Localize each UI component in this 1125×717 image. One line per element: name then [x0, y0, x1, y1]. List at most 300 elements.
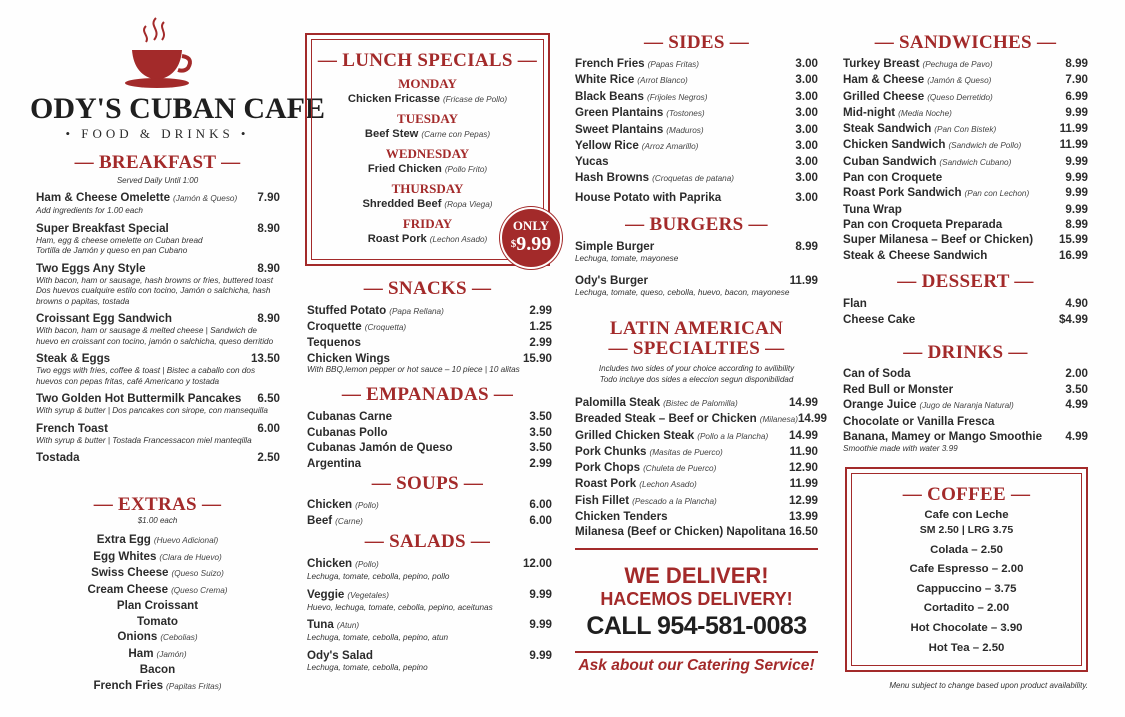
menu-item-spanish: (Pechuga de Pavo): [922, 60, 993, 69]
menu-item-name: Cubanas Pollo: [307, 425, 388, 439]
menu-item-name: Tuna: [307, 618, 334, 631]
menu-item-left: [307, 352, 390, 366]
menu-item-name: Super Breakfast Special: [36, 221, 169, 235]
menu-item-left: [575, 525, 786, 539]
menu-item-left: [307, 336, 361, 350]
menu-item-spanish: (Queso Derretido): [927, 92, 993, 102]
menu-item-name: Cuban Sandwich: [843, 154, 937, 168]
menu-item-name: Red Bull or Monster: [843, 382, 954, 396]
menu-item-price: 3.00: [795, 170, 818, 184]
menu-item: [575, 73, 818, 88]
menu-item-row: [575, 139, 818, 154]
menu-item-price: 9.99: [529, 587, 552, 601]
menu-item-spanish: (Pescado a la Plancha): [632, 496, 717, 506]
footer-note: Menu subject to change based upon product availability.: [889, 681, 1088, 690]
menu-item-name: Cubanas Carne: [307, 410, 393, 423]
menu-item: [36, 392, 280, 417]
extras-item-name: Swiss Cheese: [91, 566, 169, 579]
phone-number[interactable]: CALL 954-581-0083: [586, 612, 807, 640]
menu-item-left: [307, 457, 361, 471]
coffee-item: Cortadito – 2.00: [923, 602, 1010, 615]
menu-item-left: [843, 186, 1029, 201]
menu-item: [843, 430, 1088, 444]
breakfast-list: [36, 191, 280, 470]
menu-item-spanish: (Frijoles Negros): [646, 92, 708, 102]
menu-item: [575, 191, 818, 205]
salads-list: [307, 557, 552, 678]
menu-item-row: [575, 525, 818, 539]
menu-item-left: [575, 510, 668, 524]
menu-item-row: [307, 514, 552, 529]
menu-item-left: [575, 240, 654, 254]
menu-item-price: 11.90: [789, 444, 818, 458]
menu-item-price: 3.50: [1065, 382, 1088, 396]
menu-item-spanish: (Bistec de Palomilla): [663, 399, 738, 408]
menu-item: [575, 445, 818, 460]
menu-item-row: [843, 73, 1088, 88]
menu-item-spanish: (Sandwich Cubano): [939, 157, 1012, 167]
menu-item-row: [575, 73, 818, 88]
menu-item-name: Tuna Wrap: [843, 202, 902, 216]
empanadas-list: [307, 410, 552, 472]
menu-item-spanish: (Vegetales): [347, 590, 389, 600]
menu-item: [36, 352, 280, 387]
menu-item-row: [575, 106, 818, 121]
menu-item-name: Roast Pork Sandwich: [843, 186, 962, 200]
menu-item-desc: Lechuga, tomate, cebolla, pepino: [307, 662, 428, 672]
dessert-title: — DESSERT —: [897, 271, 1034, 292]
menu-item-left: [843, 218, 1002, 232]
menu-item-price: 8.90: [257, 221, 280, 235]
menu-item: [307, 320, 552, 335]
sandwiches-title: — SANDWICHES —: [874, 32, 1057, 53]
menu-item-name: Banana, Mamey or Mango Smoothie: [843, 430, 1043, 443]
menu-item-left: [307, 514, 363, 529]
menu-item-name: Roast Pork: [575, 477, 637, 491]
menu-item-row: [843, 203, 1088, 217]
menu-item: [575, 510, 818, 524]
menu-item-left: [575, 494, 717, 509]
lunch-day: FRIDAY: [402, 216, 453, 231]
menu-item: [843, 138, 1088, 153]
menu-item-name: Tequenos: [307, 336, 361, 350]
menu-item: [843, 186, 1088, 201]
menu-item: [307, 304, 552, 319]
logo-subtitle: • FOOD & DRINKS •: [65, 126, 250, 141]
menu-item: [575, 477, 818, 492]
breakfast-note: Served Daily Until 1:00: [116, 176, 199, 185]
menu-item-desc: Lechuga, tomate, cebolla, pepino, pollo: [307, 572, 450, 581]
badge-price: 9.99: [516, 233, 552, 255]
menu-item-desc: With syrup & butter | Tostada Francessacon miel manteqilla: [36, 435, 252, 445]
menu-item: [843, 57, 1088, 72]
coffee-item: Hot Chocolate – 3.90: [910, 621, 1023, 634]
menu-item-price: 3.50: [529, 441, 552, 454]
menu-item-price: 6.00: [529, 514, 552, 527]
menu-item-price: 11.99: [789, 273, 818, 287]
menu-item-price: 3.00: [795, 138, 818, 152]
menu-item: [843, 249, 1088, 263]
menu-item-price: 3.50: [529, 425, 552, 439]
menu-item-spanish: (Jamón & Queso): [173, 194, 238, 203]
menu-item-left: [575, 106, 705, 121]
menu-item: [575, 57, 818, 72]
latin-title-1: LATIN AMERICAN: [609, 318, 784, 339]
menu-item: [575, 274, 818, 299]
menu-item-row: [843, 218, 1088, 232]
menu-item-left: [843, 249, 987, 263]
menu-item-row: [307, 557, 552, 572]
menu-item-row: [843, 57, 1088, 72]
menu-item-name: Two Golden Hot Buttermilk Pancakes: [36, 392, 242, 405]
lunch-day: THURSDAY: [391, 181, 464, 196]
lunch-dish-name: Chicken Fricasse: [347, 93, 440, 105]
menu-item-name: French Fries: [575, 57, 645, 70]
extras-item: [30, 662, 285, 678]
extras-item-name: Ham: [128, 646, 154, 660]
menu-item-name: Chocolate or Vanilla Fresca: [843, 414, 995, 428]
menu-item-left: [307, 588, 389, 603]
menu-item: [843, 383, 1088, 397]
badge-currency: $: [510, 238, 517, 250]
menu-item-name: House Potato with Paprika: [575, 190, 722, 204]
lunch-dish: [305, 127, 550, 142]
lunch-dish-spanish: (Fricase de Pollo): [442, 95, 508, 104]
snacks-note: With BBQ,lemon pepper or hot sauce – 10 piece | 10 alitas: [307, 365, 520, 374]
menu-item-price: 3.50: [529, 410, 552, 423]
menu-item-row: [843, 367, 1088, 381]
menu-item-price: 3.00: [795, 73, 818, 87]
extras-item-spanish: (Papitas Fritas): [166, 681, 222, 691]
menu-item-left: [307, 618, 359, 633]
extras-item-spanish: (Jamón): [156, 649, 187, 659]
menu-item: [843, 171, 1088, 185]
menu-item-name: Cubanas Jamón de Queso: [307, 441, 453, 454]
menu-item-row: [575, 191, 818, 205]
menu-item-row: [307, 441, 552, 455]
menu-item-price: 3.00: [795, 155, 818, 169]
coffee-item: SM 2.50 | LRG 3.75: [919, 524, 1014, 536]
menu-item-spanish: (Arroz Amarillo): [641, 141, 699, 151]
menu-item-row: [36, 352, 280, 366]
menu-item: [575, 396, 818, 411]
lunch-dish: [305, 162, 550, 177]
menu-item-spanish: (Atun): [336, 621, 360, 630]
deliver-line2: HACEMOS DELIVERY!: [600, 589, 793, 609]
lunch-dish-name: Fried Chicken: [367, 163, 442, 175]
extras-item-name: Plan Croissant: [116, 599, 199, 612]
menu-item-left: [307, 649, 373, 663]
menu-item-left: [843, 383, 953, 397]
sides-list: [575, 57, 818, 205]
menu-item: [307, 441, 552, 455]
menu-item-row: [575, 477, 818, 492]
menu-item-price: 9.99: [529, 618, 552, 631]
menu-item-left: [575, 274, 648, 288]
menu-item-price: 12.00: [522, 557, 552, 570]
menu-item-left: [843, 398, 1014, 413]
menu-item-name: Super Milanesa – Beef or Chicken): [843, 233, 1034, 247]
menu-item: [307, 514, 552, 529]
extras-note: $1.00 each: [137, 516, 178, 525]
extras-item: [30, 646, 285, 663]
menu-item-row: [575, 396, 818, 411]
soups-list: [307, 498, 552, 530]
menu-item: [36, 312, 280, 347]
deliver-line1: WE DELIVER!: [624, 563, 769, 588]
snacks-list: [307, 304, 552, 367]
menu-item-row: [307, 320, 552, 335]
menu-item-price: 16.50: [788, 525, 818, 539]
menu-item-row: [575, 274, 818, 288]
menu-item-price: 3.00: [795, 122, 818, 136]
extras-title: — EXTRAS —: [93, 494, 222, 515]
menu-item: [36, 222, 280, 257]
menu-item-left: [575, 396, 738, 411]
latin-title-2: — SPECIALTIES —: [608, 338, 785, 359]
menu-item-row: [575, 445, 818, 460]
menu-item: [36, 262, 280, 308]
menu-item-left: [843, 155, 1011, 170]
menu-item-left: [843, 203, 902, 217]
menu-item-row: [575, 171, 818, 186]
menu-item-row: [575, 155, 818, 169]
menu-item-spanish: (Maduros): [666, 125, 704, 135]
menu-item: [843, 203, 1088, 217]
menu-item-price: 8.99: [1065, 217, 1088, 231]
menu-item: [843, 297, 1088, 311]
menu-item-left: [575, 445, 723, 460]
menu-item-left: [36, 352, 110, 366]
menu-item-price: 7.90: [1065, 73, 1088, 87]
logo: [30, 14, 326, 144]
menu-item-left: [36, 191, 237, 206]
menu-item-row: [36, 312, 280, 326]
menu-item-left: [843, 233, 1033, 247]
menu-item-desc: With bacon, ham or sausage & melted cheese | Sandwich de huevo en croissant con tocino, jamón o salchicha, queso derritido: [36, 326, 274, 346]
menu-item-price: 7.90: [257, 191, 280, 204]
menu-item: [843, 415, 1088, 429]
menu-item-spanish: (Media Noche): [898, 108, 952, 118]
latin-note: Includes two sides of your choice according to avilibility Todo incluye dos sides a eleccion segun disponibilidad: [598, 364, 795, 384]
menu-item-row: [307, 588, 552, 603]
menu-item-name: Hash Browns: [575, 170, 650, 184]
extras-item: [30, 629, 285, 646]
latin-list: [575, 396, 827, 541]
dessert-list: [843, 297, 1088, 328]
salads-title: — SALADS —: [364, 531, 491, 552]
menu-item: [307, 426, 552, 440]
menu-item-price: 6.99: [1065, 89, 1088, 103]
menu-item-row: [843, 313, 1088, 327]
menu-item: [575, 429, 818, 444]
menu-item-name: Chicken: [307, 498, 353, 511]
menu-item: [575, 412, 827, 427]
menu-item-row: [307, 618, 552, 633]
lunch-title: — LUNCH SPECIALS —: [317, 50, 538, 71]
lunch-dish-name: Shredded Beef: [362, 198, 442, 210]
menu-item-price: 13.99: [788, 510, 818, 524]
menu-item-row: [36, 262, 280, 276]
coffee-item: Hot Tea – 2.50: [928, 641, 1005, 654]
menu-item-spanish: (Pan Con Bistek): [934, 125, 997, 135]
menu-item: [307, 352, 552, 366]
menu-item-price: $4.99: [1058, 312, 1088, 326]
menu-item-name: Cheese Cake: [843, 312, 916, 326]
menu-item-desc: Two eggs with fries, coffee & toast | Bistec a caballo con dos huevos con pepas fritas, café Americano y tostada: [36, 366, 256, 386]
menu-item-left: [36, 392, 241, 406]
menu-item-price: 12.90: [788, 461, 818, 475]
menu-item-left: [575, 90, 707, 105]
menu-item: [843, 106, 1088, 121]
menu-item-name: Chicken Tenders: [575, 510, 668, 524]
menu-item-price: 11.99: [789, 477, 818, 491]
menu-item-row: [843, 430, 1088, 444]
menu-item: [843, 398, 1088, 413]
menu-item-desc: With syrup & butter | Dos pancakes con sirope, con mansequilla: [36, 406, 268, 415]
menu-item-name: Beef: [307, 514, 333, 527]
menu-item-left: [843, 313, 915, 327]
menu-item-price: 9.99: [1065, 154, 1088, 168]
menu-item-spanish: (Sandwich de Pollo): [948, 141, 1022, 151]
menu-item-spanish: (Carne): [335, 517, 363, 526]
menu-item-price: 9.99: [1065, 171, 1088, 185]
menu-item-desc: Huevo, lechuga, tomate, cebolla, pepino, aceitunas: [307, 602, 493, 612]
menu-item-price: 11.99: [1059, 138, 1088, 152]
menu-item-name: Grilled Cheese: [843, 89, 925, 103]
menu-item-price: 2.99: [529, 336, 552, 350]
menu-item-left: [843, 122, 996, 137]
menu-item-price: 4.99: [1065, 398, 1088, 411]
menu-item-name: Flan: [843, 297, 867, 310]
menu-item-row: [307, 336, 552, 350]
lunch-dish-spanish: (Pollo Frito): [444, 165, 488, 174]
menu-item-row: [36, 392, 280, 406]
menu-item-row: [307, 410, 552, 424]
menu-item-left: [307, 410, 392, 424]
menu-item-row: [843, 171, 1088, 185]
menu-item-price: 14.99: [797, 412, 827, 426]
menu-item-spanish: (Papas Fritas): [647, 60, 700, 69]
menu-item-price: 9.99: [1065, 202, 1088, 216]
menu-item-price: 14.99: [788, 428, 818, 442]
menu-item-name: Steak Sandwich: [843, 122, 932, 136]
menu-item-left: [575, 477, 697, 492]
extras-item: [30, 614, 285, 630]
menu-item: [575, 461, 818, 476]
extras-list: [30, 532, 285, 694]
extras-item-name: Bacon: [139, 663, 176, 676]
menu-item-left: [36, 312, 172, 326]
menu-item-left: [575, 139, 698, 154]
menu-item-row: [843, 186, 1088, 201]
menu-item-name: Ody's Salad: [307, 648, 373, 662]
sides-title: — SIDES —: [643, 32, 750, 53]
extras-item-spanish: (Cebolias): [160, 633, 198, 642]
menu-item-spanish: (Chuleta de Puerco): [643, 464, 717, 474]
menu-item-left: [575, 412, 798, 427]
burgers-list: [575, 240, 818, 307]
lunch-dish-spanish: (Carne con Pepas): [421, 130, 491, 139]
menu-item-row: [575, 240, 818, 254]
menu-item-spanish: (Jugo de Naranja Natural): [919, 401, 1014, 410]
menu-item-left: [843, 297, 867, 311]
menu-item-price: 3.00: [795, 89, 818, 103]
divider-top: [575, 548, 818, 550]
menu-item-price: 8.90: [257, 312, 280, 325]
menu-item-price: 2.99: [529, 304, 552, 317]
menu-item: [843, 73, 1088, 88]
menu-item-row: [307, 304, 552, 319]
menu-item-row: [843, 398, 1088, 413]
menu-item-price: 9.99: [1065, 186, 1088, 200]
menu-item-left: [307, 498, 379, 513]
extras-item-name: Extra Egg: [96, 533, 151, 546]
menu-item: [575, 494, 818, 509]
menu-item-name: Steak & Eggs: [36, 352, 111, 365]
menu-item-name: Steak & Cheese Sandwich: [843, 248, 988, 262]
menu-item-row: [36, 422, 280, 436]
menu-item-price: 4.90: [1065, 297, 1088, 310]
extras-item: [30, 582, 285, 599]
menu-item-desc: Add ingredients for 1.00 each: [36, 206, 143, 215]
menu-item-name: Croissant Egg Sandwich: [36, 312, 172, 325]
menu-item-name: Stuffed Potato: [307, 304, 387, 317]
coffee-item: Colada – 2.50: [930, 543, 1003, 556]
menu-item-left: [36, 451, 80, 465]
menu-item-row: [307, 457, 552, 471]
menu-item-name: Yellow Rice: [575, 138, 639, 152]
menu-item-row: [575, 429, 818, 444]
drinks-title: — DRINKS —: [903, 342, 1028, 363]
badge-top: ONLY: [512, 218, 550, 233]
menu-item-left: [843, 430, 1042, 444]
menu-item-name: Orange Juice: [843, 398, 917, 411]
menu-item-spanish: (Jamón & Queso): [927, 76, 992, 86]
menu-item-row: [843, 297, 1088, 311]
menu-item: [843, 313, 1088, 327]
menu-item-left: [843, 106, 952, 121]
menu-item-name: Palomilla Steak: [575, 396, 661, 409]
menu-item-left: [575, 57, 699, 72]
menu-item-name: Pork Chops: [575, 461, 641, 475]
menu-item-price: 6.00: [529, 498, 552, 511]
lunch-dish-spanish: (Ropa Viega): [444, 200, 493, 209]
menu-item-name: White Rice: [575, 73, 635, 87]
menu-item-name: Breaded Steak – Beef or Chicken: [575, 412, 757, 426]
menu-item-price: 3.00: [795, 190, 818, 204]
snacks-title: — SNACKS —: [363, 278, 492, 299]
catering-text: Ask about our Catering Service!: [578, 657, 815, 674]
drinks-note: Smoothie made with water 3.99: [843, 444, 958, 453]
divider-bottom: [575, 651, 818, 653]
menu-item-price: 8.90: [257, 261, 280, 275]
menu-item-spanish: (Pollo): [355, 501, 379, 510]
menu-item-left: [307, 320, 406, 335]
menu-item-name: Mid-night: [843, 105, 896, 119]
menu-item-left: [307, 426, 388, 440]
menu-item-name: Ham & Cheese: [843, 73, 925, 87]
menu-item-row: [575, 90, 818, 105]
menu-item-name: Chicken Wings: [307, 351, 390, 365]
menu-item-left: [843, 57, 993, 72]
coffee-item: Cafe con Leche: [924, 509, 1009, 521]
menu-item-price: 1.25: [529, 320, 552, 334]
coffee-title: — COFFEE —: [902, 484, 1031, 505]
lunch-dish: [305, 197, 550, 212]
menu-item-name: Fish Fillet: [575, 493, 630, 507]
menu-item: [307, 618, 552, 644]
